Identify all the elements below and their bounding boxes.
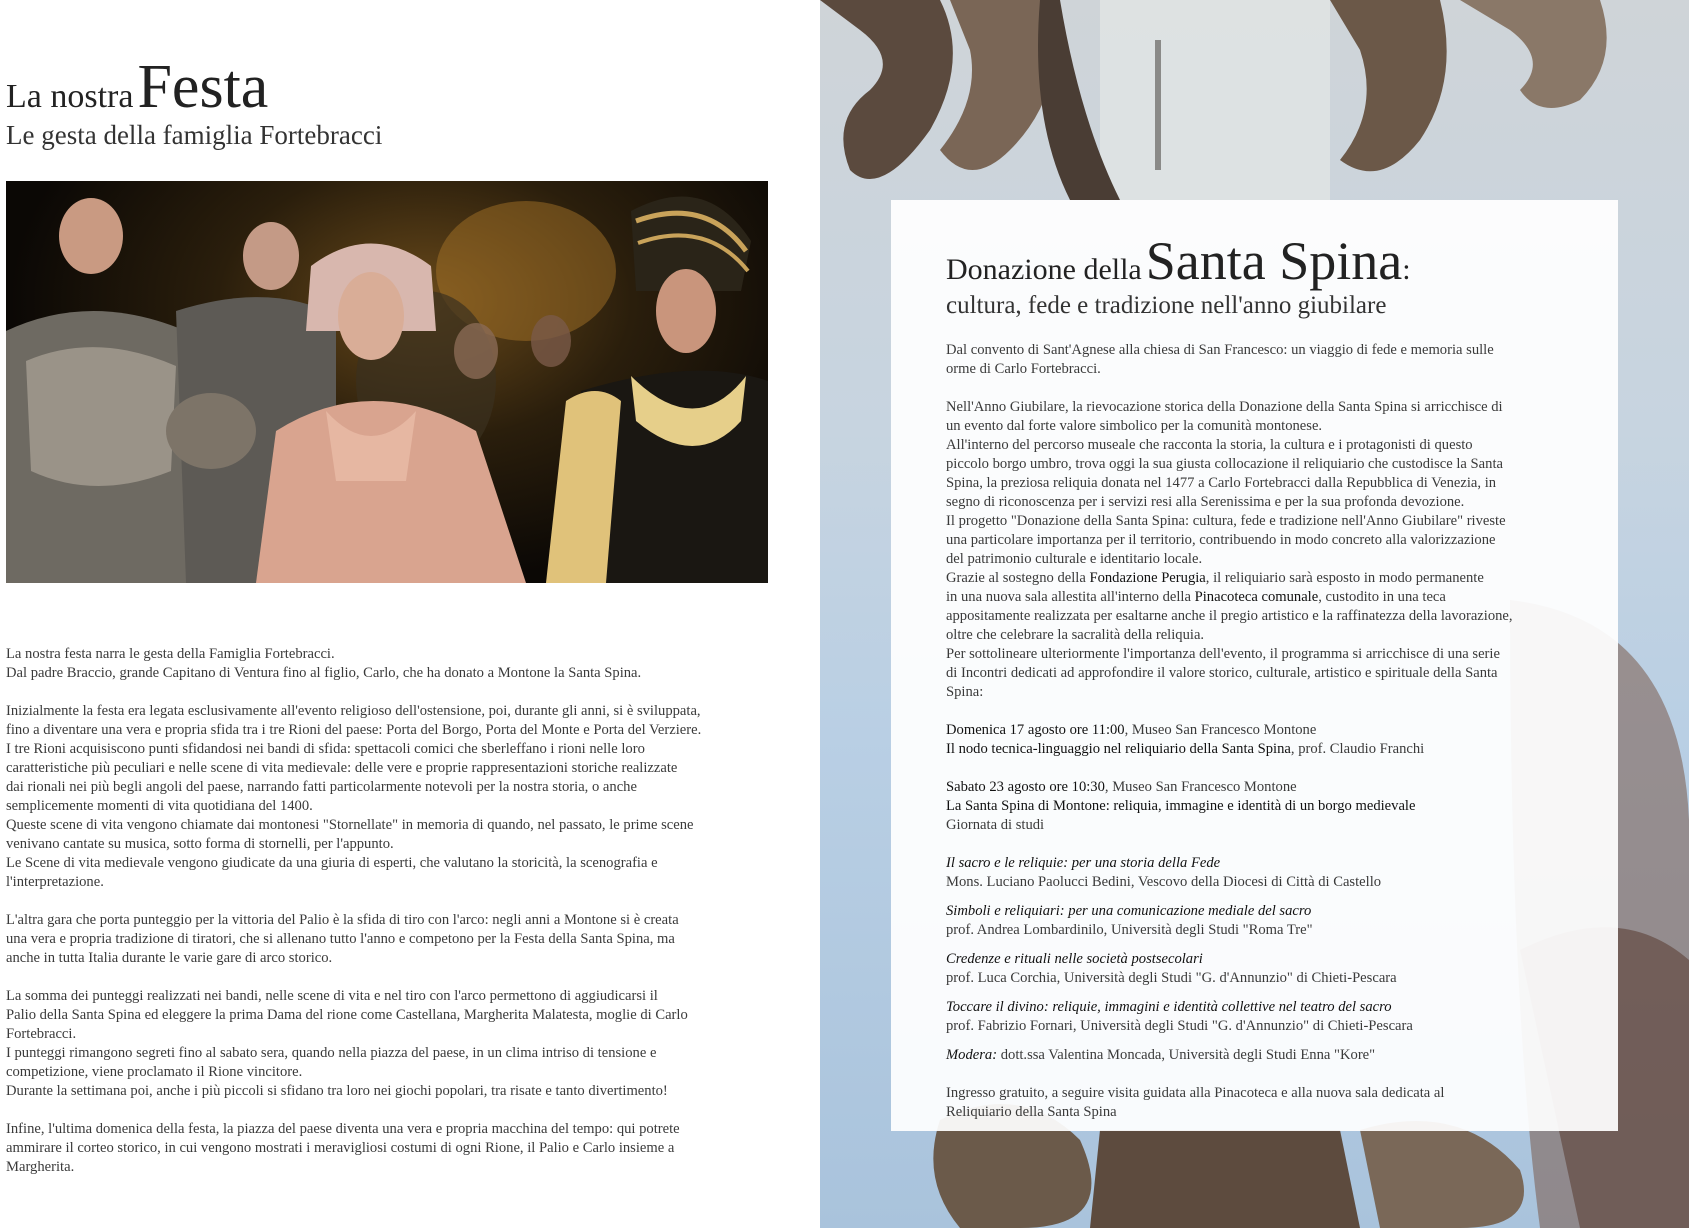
pinacoteca-comunale: Pinacoteca comunale xyxy=(1194,589,1319,605)
talk-speaker: prof. Fabrizio Fornari, Università degli Studi "G. d'Annunzio" di Chieti-Pescara xyxy=(946,1018,1413,1034)
talk-title: Toccare il divino: reliquie, immagini e identità collettive nel teatro del sacro xyxy=(946,999,1392,1015)
talk-speaker: prof. Andrea Lombardinilo, Università degli Studi "Roma Tre" xyxy=(946,922,1313,938)
talk-speaker: Mons. Luciano Paolucci Bedini, Vescovo della Diocesi di Città di Castello xyxy=(946,874,1382,890)
pinacoteca-line: in una nuova sala allestita all'interno della Pinacoteca comunale, custodito in una teca xyxy=(946,589,1446,605)
talk-title: Il sacro e le reliquie: per una storia della Fede xyxy=(946,855,1221,871)
paragraph: Inizialmente la festa era legata esclusivamente all'evento religioso dell'ostensione, poi, durante gli anni, si è sviluppata, fino a diventare una vera e propria sfida tra i tre Rioni del paese: Porta del Borgo, Porta del Monte e Porta del Verziere. I tre Rioni acquisiscono punti sfidandosi nei bandi di sfida: spettacoli comici che sberleffano i rioni nelle loro caratteristiche più peculiari e nelle scene di vita medievale: delle vere e proprie rappresentazioni storiche realizzate dai rionali nei più begli angoli del paese, narrando fatti particolarmente notevoli per la nostra storia, o anche semplicemente momenti di vita quotidiana del 1400. Queste scene di vita vengono chiamate dai montonesi "Stornellate" in memoria di quando, nel passato, le prime scene venivano cantate su musica, sotto forma di stornelli, per l'appunto. Le Scene di vita medievale vengono giudicate da una giuria di esperti, che valutano la storicità, la scenografia e l'interpretazione. xyxy=(6,703,702,890)
event-1-date: Domenica 17 agosto ore 11:00, Museo San Francesco Montone xyxy=(946,722,1317,738)
card-body: Dal convento di Sant'Agnese alla chiesa di San Francesco: un viaggio di fede e memoria sulle orme di Carlo Fortebracci. Nell'Anno Giubilare, la rievocazione storica della Donazione della Santa Spina si arricchisce di un evento dal forte valore simbolico per la comunità montonese. All'interno del percorso museale che racconta la storia, la cultura e i protagonisti di questo piccolo borgo umbro, trova oggi la sua giusta collocazione il reliquiario che custodisce la Santa Spina, la preziosa reliquia donata nel 1477 a Carlo Fortebracci dalla Repubblica di Venezia, in segno di riconoscenza per i servizi resi alla Serenissima e per la sua profonda devozione. Il progetto "Donazione della Santa Spina: cultura, fede e tradizione nell'Anno Giubilare" riveste una particolare importanza per il territorio, contribuendo in modo concreto alla valorizzazione del patrimonio culturale e identitario locale. Grazie al sostegno della Fondazione Perugia, il reliquiario sarà esposto in modo permanente in una nuova sala allestita all'interno della Pinacoteca comunale, custodito in una teca appositamente realizzata per esaltarne anche il pregio artistico e la raffinatezza della lavorazione, oltre che celebrare la sacralità della reliquia. Per sottolineare ulteriormente l'importanza dell'evento, il programma si arricchisce di una serie di Incontri dedicati ad approfondire il valore storico, culturale, artistico e spirituale della Santa Spina: Domenica 17 agosto ore 11:00, Museo San Francesco Montone Il nodo tecnica-linguaggio nel reliquiario della Santa Spina, prof. Claudio Franchi Sabato 23 agosto ore 10:30, Museo San Francesco Montone La Santa Spina di Montone: reliquia, immagine e identità di un borgo medievale Giornata di studi Il sacro e le reliquie: per una storia della Fede Mons. Luciano Paolucci Bedini, Vescovo della Diocesi di Città di Castello Simboli e reliquiari: per una comunicazione mediale del sacro prof. Andrea Lombardinilo, Università degli Studi "Roma Tre" Credenze e rituali nelle società postsecolari prof. Luca Corchia, Università degli Studi "G. d'Annunzio" di Chieti-Pescara Toccare il divino: reliquie, immagini e identità collettive nel teatro del sacro prof. Fabrizio Fornari, Università degli Studi "G. d'Annunzio" di Chieti-Pescara Modera: dott.ssa Valentina Moncada, Università degli Studi Enna "Kore" Ingresso gratuito, a seguire visita guidata alla Pinacoteca e alla nuova sala dedicata al Reliquiario della Santa Spina xyxy=(946,341,1586,1122)
moderator-line: Modera: dott.ssa Valentina Moncada, Università degli Studi Enna "Kore" xyxy=(946,1047,1376,1063)
paragraph: Infine, l'ultima domenica della festa, la piazza del paese diventa una vera e propria macchina del tempo: qui potrete ammirare il corteo storico, in cui vengono mostrati i meravigliosi costumi di ogni Rione, il Palio e Carlo insieme a Margherita. xyxy=(6,1121,680,1175)
paragraph: L'altra gara che porta punteggio per la vittoria del Palio è la sfida di tiro con l'arco: negli anni a Montone si è creata una vera e propria tradizione di tiratori, che si allenano tutto l'anno e competono per la Festa della Santa Spina, ma anche in tutta Italia durante le varie gare di arco storico. xyxy=(6,912,679,966)
event-2-subtitle: Giornata di studi xyxy=(946,817,1045,833)
festa-description xyxy=(6,645,786,1196)
left-page xyxy=(0,0,820,1228)
card-subtitle: cultura, fede e tradizione nell'anno giubilare xyxy=(946,292,1387,319)
festival-photo xyxy=(6,181,768,583)
support-line: Grazie al sostegno della Fondazione Perugia, il reliquiario sarà esposto in modo permanente xyxy=(946,570,1484,586)
event-2-date: Sabato 23 agosto ore 10:30, Museo San Francesco Montone xyxy=(946,779,1297,795)
page-subtitle: Le gesta della famiglia Fortebracci xyxy=(6,120,383,150)
paragraph: La somma dei punteggi realizzati nei bandi, nelle scene di vita e nel tiro con l'arco permettono di aggiudicarsi il Palio della Santa Spina ed eleggere la prima Dama del rione come Castellana, Margherita Malatesta, moglie di Carlo Fortebracci. I punteggi rimangono segreti fino al sabato sera, quando nella piazza del paese, in un clima intriso di tensione e competizione, viene proclamato il Rione vincitore. Durante la settimana poi, anche i più piccoli si sfidano tra loro nei giochi popolari, tra risate e tanto divertimento! xyxy=(6,988,688,1099)
page-title: La nostra Festa xyxy=(6,53,269,121)
talk-title: Credenze e rituali nelle società postsecolari xyxy=(946,951,1203,967)
fondazione-perugia: Fondazione Perugia xyxy=(1089,570,1206,586)
talk-title: Simboli e reliquiari: per una comunicazione mediale del sacro xyxy=(946,903,1312,919)
talk-speaker: prof. Luca Corchia, Università degli Studi "G. d'Annunzio" di Chieti-Pescara xyxy=(946,970,1397,986)
card-title: Donazione della Santa Spina: xyxy=(946,231,1411,291)
santa-spina-card xyxy=(891,200,1618,1131)
event-2-title: La Santa Spina di Montone: reliquia, immagine e identità di un borgo medievale xyxy=(946,798,1416,814)
paragraph: La nostra festa narra le gesta della Famiglia Fortebracci. Dal padre Braccio, grande Capitano di Ventura fino al figlio, Carlo, che ha donato a Montone la Santa Spina. xyxy=(6,646,642,681)
event-1-title: Il nodo tecnica-linguaggio nel reliquiario della Santa Spina, prof. Claudio Franchi xyxy=(946,741,1425,757)
